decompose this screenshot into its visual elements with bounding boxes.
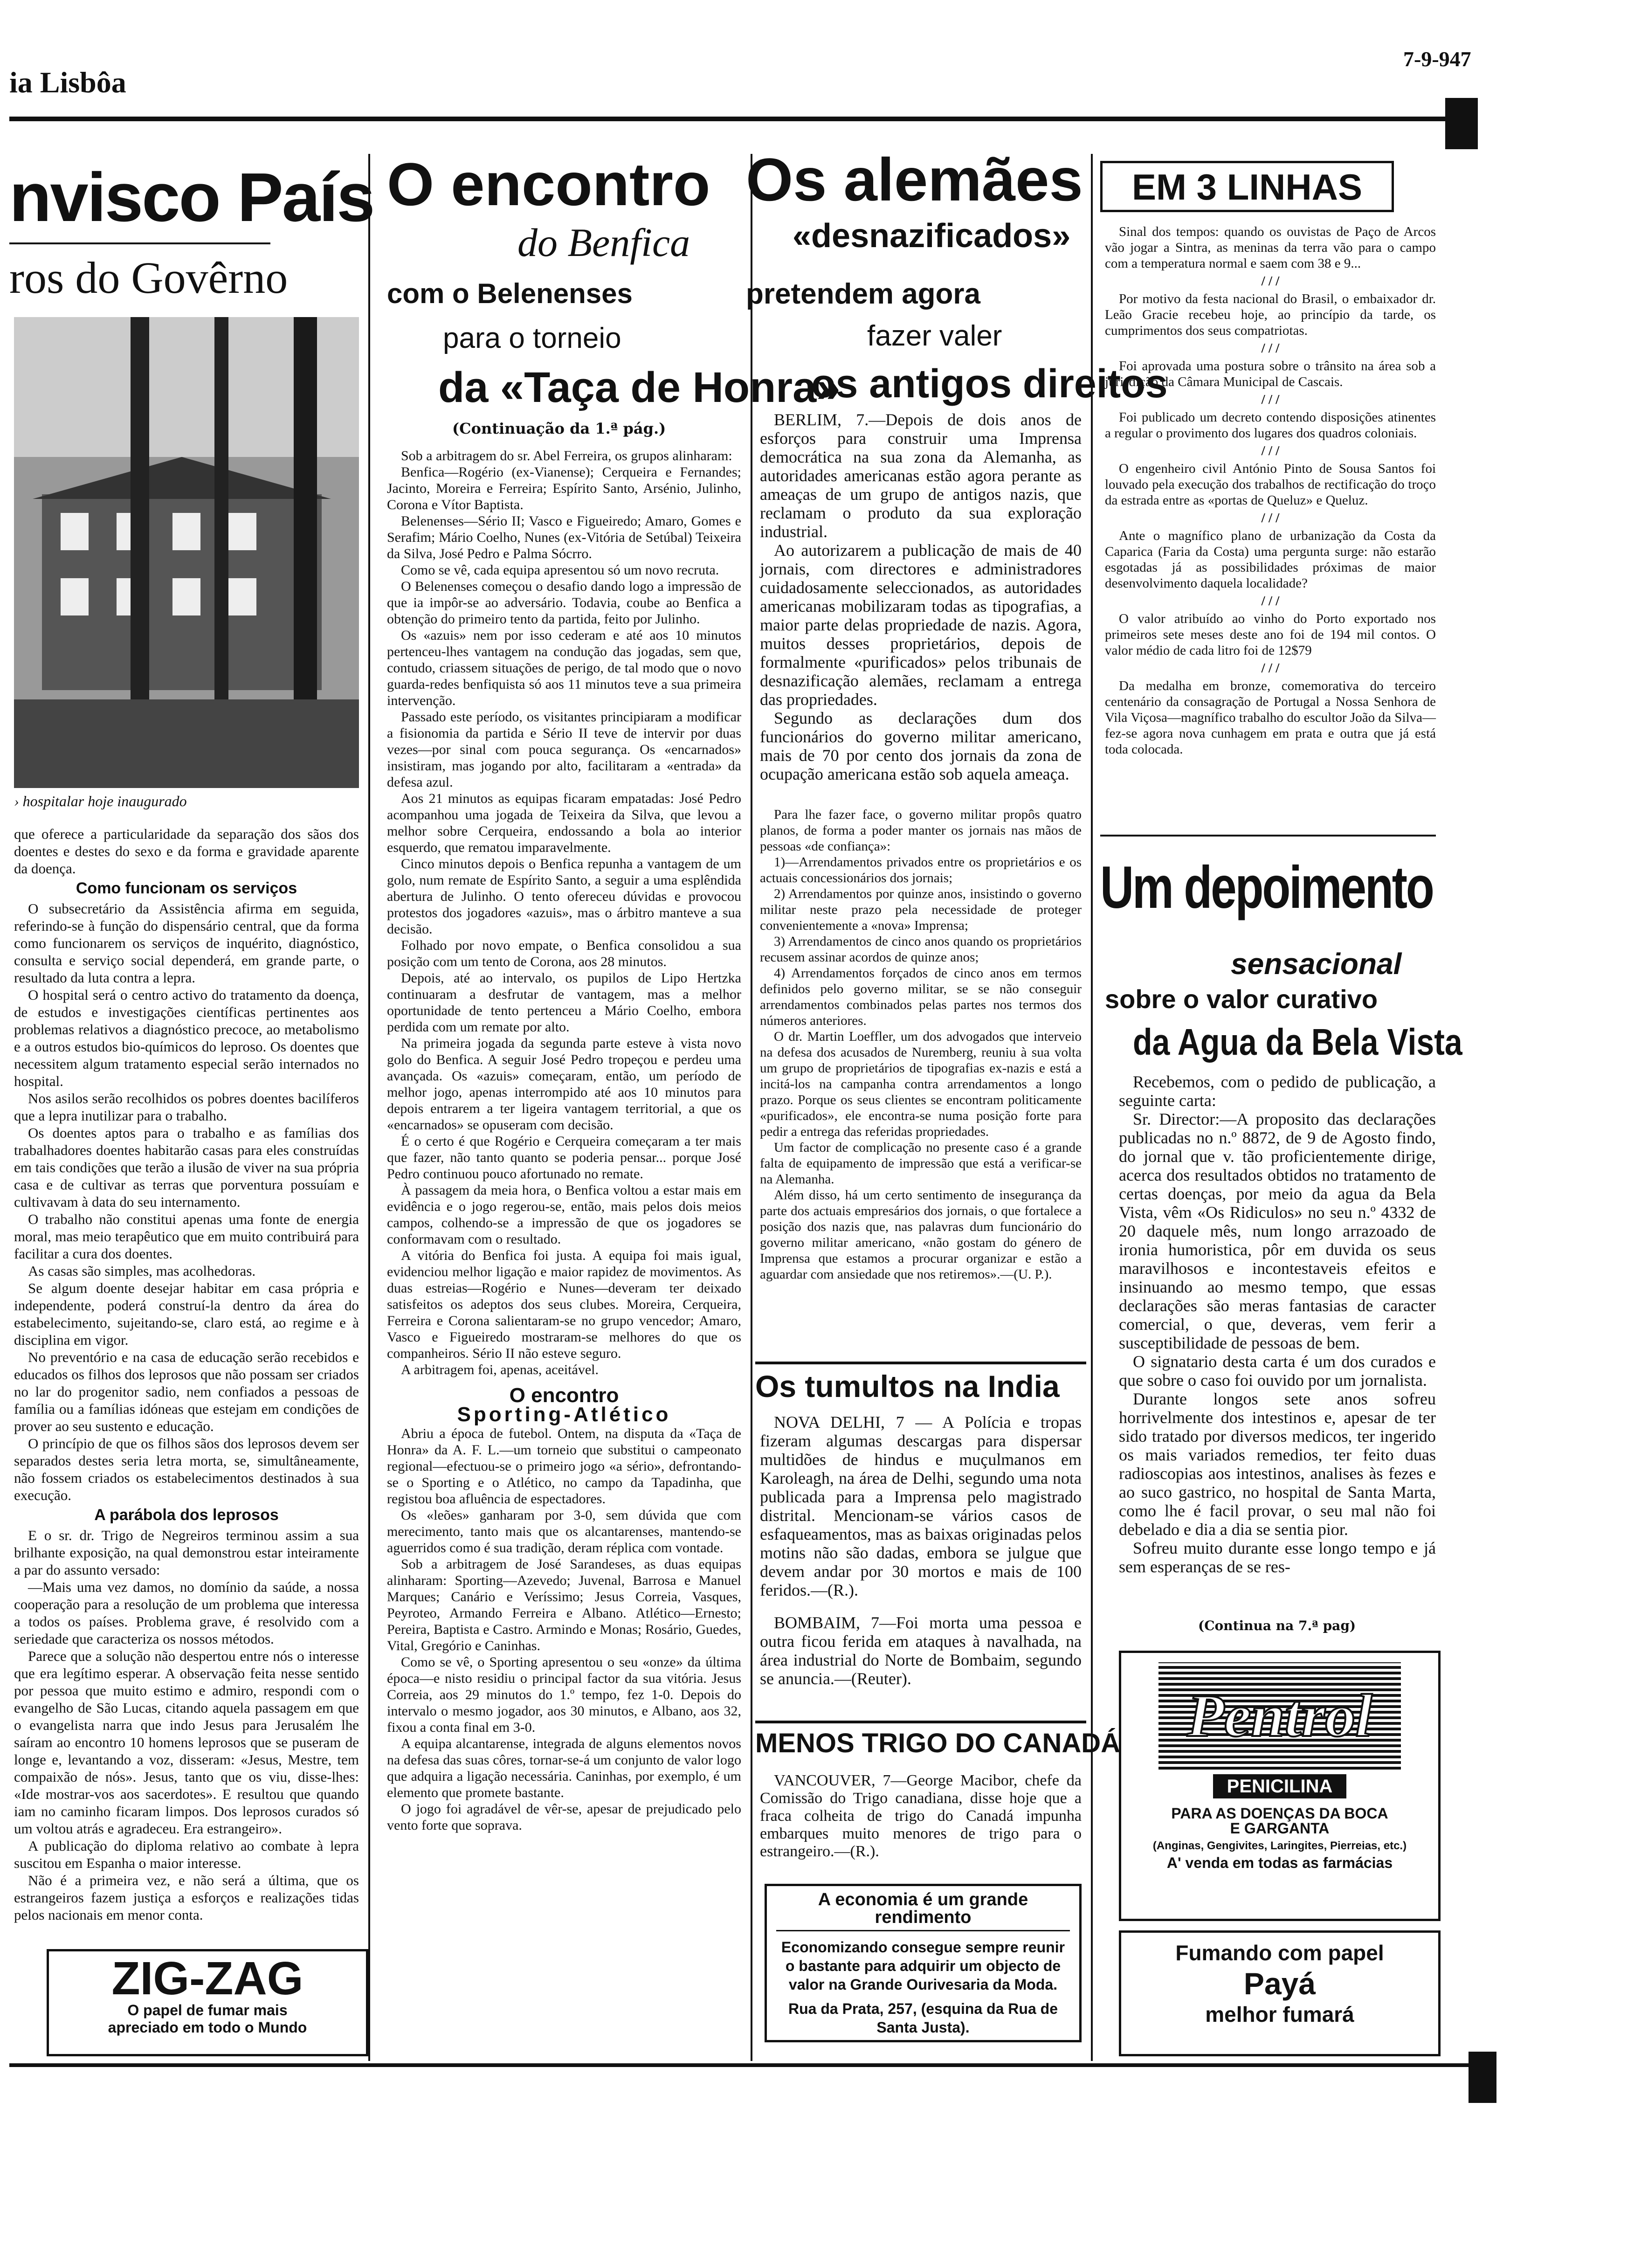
pentrol-ad [1119,1651,1441,1921]
col1-paragraph: As casas são simples, mas acolhedoras. [28,1263,256,1279]
col1-paragraph: que oferece a particularidade da separação dos sãos dos doentes e destes do sexo e da forma e gravidade aparente da doença. [14,826,359,877]
em3linhas-item: Sinal dos tempos: quando os ouvistas de Paço de Arcos vão jogar a Sintra, as meninas da terra vão para o campo com a temperatura normal e saem com 38 e 9... [1105,224,1436,271]
col2-paragraph: À passagem da meia hora, o Benfica voltou a estar mais em evidência e o jogo regerou-se, então, mais pelos dois meios campos, colhendo-se a impressão de que os jogadores se conformavam com o resultado. [387,1182,741,1247]
paya-ad [1119,1930,1441,2056]
col3-paragraph-small: 2) Arrendamentos por quinze anos, insistindo o governo militar neste prazo pela necessidade de proteger convenientemente a «nova» Imprensa; [760,886,1082,933]
col3-headline-5: os antigos direitos [811,361,1168,406]
pentrol-line-2: E GARGANTA [1230,1820,1330,1837]
right-margin-block-bottom [1469,2052,1496,2103]
column-rule-3 [1091,154,1093,2061]
col3-paragraph-small: Um factor de complicação no presente caso é a grande falta de equipamento de impressão que está a verificar-se na Alemanha. [760,1140,1082,1187]
col2-paragraph: A arbitragem foi, apenas, aceitável. [401,1362,599,1377]
ourivesaria-text: Economizando consegue sempre reunir o bastante para adquirir um objecto de valor na Grande Ourivesaria da Moda. [781,1939,1065,1993]
col2-headline-3: com o Belenenses [387,278,633,309]
india-headline: Os tumultos na India [755,1369,1060,1404]
col3-headline-4: fazer valer [867,320,1002,352]
item-separator: / / / [1261,392,1280,407]
col2-headline-2: do Benfica [517,220,690,265]
col1-paragraph: Os doentes aptos para o trabalho e as famílias dos trabalhadores doentes habitarão casas para eles construídas em tais condições que terão a ilusão de viver na sua própria casa e de cultivar as terras que porventura possuíam e cultivavam à data do seu internamento. [14,1125,359,1210]
col2-continuation: (Continuação da 1.ª pág.) [452,420,666,437]
em3linhas-bottom-rule [1100,835,1436,837]
hospital-photo [14,317,359,788]
india-body [760,1413,1082,1688]
zigzag-tagline-1: O papel de fumar mais [127,2002,288,2019]
em3linhas-header-box [1100,161,1394,212]
col2-paragraph: Abriu a época de futebol. Ontem, na disputa da «Taça de Honra» da A. F. L.—um torneio que substitui o campeonato regional—efectuou-se o primeiro jogo «a sério», defrontando-se o Sporting e o Atlético, no campo da Tapadinha, que registou boa afluência de espectadores. [387,1426,741,1507]
col1-paragraph: O subsecretário da Assistência afirma em seguida, referindo-se à função do dispensário central, que da forma como funcionarem os serviços de inquérito, diagnóstico, consulta e serviço social dependerá, em grande parte, o resultado da luta contra a lepra. [14,900,359,986]
col3-paragraph-small: 1)—Arrendamentos privados entre os proprietários e os actuais concessionários dos jornais; [760,855,1082,885]
pentrol-logo-panel [1158,1662,1401,1770]
col2-paragraph: A equipa alcantarense, integrada de alguns elementos novos na defesa das suas côres, tornar-se-á um conjunto de valor logo que adquira a ligação necessária. Caninhas, por exemplo, é um elemento que promete bastante. [387,1736,741,1800]
col2-paragraph: Folhado por novo empate, o Benfica consolidou a sua posição com um tento de Corona, aos 28 minutos. [387,938,741,969]
col2-paragraph: Os «azuis» nem por isso cederam e até aos 10 minutos pertenceu-lhes vantagem na condução das jogadas, sem que, contudo, criassem situações de perigo, de tal modo que o novo guarda-redes benfiquista só aos 11 minutos teve a sua primeira intervenção. [387,628,741,708]
pentrol-line-1: PARA AS DOENÇAS DA BOCA [1171,1805,1388,1822]
em3linhas-item: Por motivo da festa nacional do Brasil, o embaixador dr. Leão Gracie recebeu hoje, ao princípio da tarde, os cumprimentos dos seus compatriotas. [1105,291,1436,338]
col3-paragraph-small: Para lhe fazer face, o governo militar propôs quatro planos, de forma a poder manter os jornais nas mãos de pessoas «de confiança»: [760,807,1082,854]
col1-paragraph: O trabalho não constitui apenas uma fonte de energia moral, mas meio terapêutico que em muito contribuirá para facilitar a cura dos doentes. [14,1211,359,1262]
col1-subhead-1: Como funcionam os serviços [76,879,297,897]
col1-paragraph: Parece que a solução não despertou entre nós o interesse que era legítimo esperar. A observação feita nesse sentido por pessoa que muito estimo e admiro, respondi com o evangelho de São Lucas, citando aquela passagem em que o evangelista narra que indo Jesus para Jerusalém lhe saíram ao encontro 10 homens leprosos que se puseram de longe e, levantando a voz, disseram: «Jesus, Mestre, tem compaixão de nós». Jesus, tanto que os viu, disse-lhes: «Ide mostrar-vos aos sacerdotes». E resultou que quando iam no caminho ficaram limpos. Dos leprosos curados só um voltou atrás e agradeceu. Era estrangeiro». [14,1648,359,1837]
pentrol-product: PENICILINA [1213,1774,1347,1798]
depoimento-continuation: (Continua na 7.ª pag) [1198,1618,1356,1633]
col3-paragraph-small: Além disso, há um certo sentimento de insegurança da parte dos actuais empresários dos jornais, o que fortalece a posição dos nazis que, nas palavras dum funcionário do governo militar americano, «não gostam do género de Imprensa que estamos a procurar organizar e estão a aguardar com ansiedade que nos retiremos».—(U. P.). [760,1188,1082,1282]
col1-subhead-2: A parábola dos leprosos [94,1506,279,1524]
col1-paragraph: O princípio de que os filhos sãos dos leprosos devem ser separados destes seria letra morta, se, simultâneamente, não fossem criados os estabelecimentos destinados à sua execução. [14,1435,359,1503]
india-paragraph: NOVA DELHI, 7 — A Polícia e tropas fizeram algumas descargas para dispersar multidões de hindus e muçulmanos em Karoleagh, na área de Delhi, segundo uma nota publicada para a Imprensa pelo magistrado distrital. Mencionam-se vários casos de esfaqueamentos, mas as baixas originadas pelos motins não são dadas, embora se julgue que devem andar por 30 mortos e mais de 100 feridos.—(R.). [760,1413,1082,1599]
col3-headline-1: Os alemães [746,145,1083,214]
depoimento-headline-2: sensacional [1231,947,1402,981]
zigzag-tagline-2: apreciado em todo o Mundo [108,2019,307,2036]
col1-paragraph: —Mais uma vez damos, no domínio da saúde, a nossa cooperação para a resolução de um problema que interessa a todos os países. Problema grave, é resolvido com a seriedade que caracteriza os nossos métodos. [14,1579,359,1647]
col1-paragraph: A publicação do diploma relativo ao combate à lepra suscitou em Espanha o maior interesse. [14,1838,359,1871]
col2-paragraph: Benfica—Rogério (ex-Vianense); Cerqueira e Fernandes; Jacinto, Moreira e Ferreira; Espírito Santo, Arsénio, Julinho, Corona e Vítor Baptista. [387,464,741,512]
depoimento-paragraph: O signatario desta carta é um dos curados e que sobre o caso foi ouvido por um jornalista. [1119,1352,1436,1390]
col2-subhead-1: O encontro [509,1384,619,1407]
col2-headline-1: O encontro [387,150,710,218]
col3-paragraph: Segundo as declarações dum dos funcionários do governo militar americano, mais de 70 por cento dos jornais da zona de ocupação americana estão sob aquela ameaça. [760,709,1082,783]
item-separator: / / / [1261,511,1280,526]
pentrol-line-3: (Anginas, Gengivites, Laringites, Pierreias, etc.) [1152,1839,1407,1852]
col2-paragraph: Belenenses—Sério II; Vasco e Figueiredo; Amaro, Gomes e Serafim; Mário Coelho, Nunes (ex-Vitória de Setúbal) Teixeira da Silva, José Pedro e Palma Sócrro. [387,513,741,561]
depoimento-paragraph: Sr. Director:—A proposito das declarações publicadas no n.º 8872, de 9 de Agosto findo, do jornal que v. tão proficientemente dirige, acerca dos resultados obtidos no tratamento de certas doenças, por meio da agua da Bela Vista, vêm «Os Ridiculos» no seu n.º 4332 de 20 daquele mês, num longo arrazoado de ironia humoristica, pôr em duvida os seus maravilhosos e incontestaveis efeitos e insinuando ao mesmo tempo, que essas declarações são meras fantasias de caracter comercial, o que, deveras, vem ferir a susceptibilidade de pessoas de bem. [1119,1110,1436,1352]
col2-subhead-2: Sporting-Atlético [457,1403,671,1426]
pentrol-line-4: A' venda em todas as farmácias [1166,1854,1393,1871]
col3-headline-3: pretendem agora [746,278,981,310]
col3-body [760,410,1082,783]
col2-paragraph: O Belenenses começou o desafio dando logo a impressão de que ia impôr-se ao adversário. Todavia, coube ao Benfica a obtenção do primeiro tento da partida, feito por Julinho. [387,579,741,627]
india-top-rule [755,1362,1086,1364]
right-margin-block-top [1445,98,1478,149]
col1-headline: nvisco País [9,159,374,236]
item-separator: / / / [1261,341,1280,356]
em3linhas-item: O engenheiro civil António Pinto de Sousa Santos foi louvado pela execução dos trabalhos de rectificação do troço da estrada entre as «portas de Queluz» e Queluz. [1105,461,1436,508]
item-separator: / / / [1261,594,1280,608]
col2-paragraph: É o certo é que Rogério e Cerqueira começaram a ter mais que fazer, não tanto quanto se poderia pensar... porque José Pedro continuou pouco afortunado no remate. [387,1134,741,1182]
em3linhas-item: O valor atribuído ao vinho do Porto exportado nos primeiros sete meses deste ano foi de 194 mil contos. O valor médio de cada litro foi de 12$79 [1105,611,1436,658]
col2-headline-4: para o torneio [443,322,621,354]
col2-paragraph: Cinco minutos depois o Benfica repunha a vantagem de um golo, num remate de Espírito Santo, a seguir a uma esplêndida abertura de Julinho. O tento ofereceu dúvidas e provocou protestos dos jogadores «azuis», mas o árbitro manteve a sua decisão. [387,856,741,937]
em3linhas-list [1105,224,1436,757]
depoimento-body [1119,1072,1436,1576]
col3-paragraph: BERLIM, 7.—Depois de dois anos de esforços para construir uma Imprensa democrática na sua zona da Alemanha, as autoridades americanas estão agora perante as ameaças de um grupo de antigos nazis, que reclamam o produto da sua exploração industrial. [760,410,1082,541]
ourivesaria-title: A economia é um grande rendimento [776,1891,1070,1931]
em3linhas-item: Ante o magnífico plano de urbanização da Costa da Caparica (Faria da Costa) uma pergunta surge: não estarão esgotadas já as possibilidades próximas de maior desenvolvimento daquela localidade? [1105,528,1436,591]
col2-headline-5: da «Taça de Honra» [438,364,841,411]
canada-body [760,1772,1082,1860]
zigzag-ad [47,1949,368,2056]
col3-headline-2: «desnazificados» [793,217,1071,255]
zigzag-brand: ZIG-ZAG [111,1952,303,2005]
bottom-rule [9,2063,1473,2067]
col1-subheadline: ros do Govêrno [9,253,288,303]
col1-paragraph: O hospital será o centro activo do tratamento da doença, de estudos e investigações científicas pertinentes aos problemas relativos a diagnóstico precoce, ao metabolismo e a outros estudos bio-químicos do leproso. Os doentes que necessitem algum tratamento especial serão internados no hospital. [14,987,359,1089]
col3-body-small [760,807,1082,1282]
em3linhas-item: Foi aprovada uma postura sobre o trânsito na área sob a jurisdição da Câmara Municipal de Cascais. [1105,359,1436,389]
depoimento-headline-3: sobre o valor curativo [1105,984,1378,1014]
col1-paragraph: Não é a primeira vez, e não será a última, que os estrangeiros fazem justiça a esforços e realizações tidas pelos nacionais em menor conta. [14,1872,359,1923]
col2-paragraph: Aos 21 minutos as equipas ficaram empatadas: José Pedro acompanhou uma jogada de Teixeira da Silva, que levou a melhor sobre Cerqueira, endossando a bola ao interior esquerdo, que rematou imparavelmente. [387,791,741,855]
depoimento-paragraph: Sofreu muito durante esse longo tempo e já sem esperanças de se res- [1119,1539,1436,1576]
col3-paragraph: Ao autorizarem a publicação de mais de 40 jornais, com directores e administradores cuidadosamente seleccionados, as autoridades americanas mobilizaram todas as tipografias, a maior parte delas propriedade de nazis. Agora, muitos desses proprietários, depois de formalmente «purificados» pelos tribunais de desnazificação alemães, reclamam a entrega das propriedades. [760,541,1082,709]
depoimento-headline-4: da Agua da Bela Vista [1133,1021,1462,1063]
em3linhas-header: EM 3 LINHAS [1131,166,1363,207]
col2-paragraph: A vitória do Benfica foi justa. A equipa foi mais igual, evidenciou melhor ligação e maior rapidez de movimentos. As duas estreias—Rogério e Nunes—deveram ter deixado satisfeitos os adeptos dos seus clubes. Moreira, Cerqueira, Ferreira e Corona salientaram-se no grupo vencedor; Amaro, Vasco e Figueiredo mostraram-se melhores do que os companheiros. Sério II não esteve seguro. [387,1248,741,1361]
depoimento-headline-1: Um depoimento [1100,854,1433,921]
column-rule-1 [368,154,370,2061]
depoimento-paragraph: Durante longos sete anos sofreu horrivelmente dos intestinos e, apesar de ter sido tratado por diversos medicos, ter ingerido os mais variados remedios, ter feito duas radioscopias aos intestinos, analises às fezes e ao suco gastrico, no hospital de Santa Marta, como lhe é facil provar, o seu mal não foi debelado e dia a dia se sentia pior. [1119,1390,1436,1539]
col3-paragraph-small: 3) Arrendamentos de cinco anos quando os proprietários recusem assinar acordos de quinze anos; [760,934,1082,965]
canada-headline: MENOS TRIGO DO CANADÁ [755,1728,1120,1758]
col1-paragraph: E o sr. dr. Trigo de Negreiros terminou assim a sua brilhante exposição, na qual demonstrou estar inteiramente a par do assunto versado: [14,1527,359,1578]
col2-paragraph: Sob a arbitragem do sr. Abel Ferreira, os grupos alinharam: [401,448,732,463]
col2-body [387,448,741,1833]
paya-brand: Payá [1243,1966,1316,2001]
col3-paragraph-small: 4) Arrendamentos forçados de cinco anos em termos definidos pelo governo militar, se se não conseguir arrendamentos combinados pelas partes nos termos dos números anteriores. [760,966,1082,1028]
col1-paragraph: Nos asilos serão recolhidos os pobres doentes bacilíferos que a lepra inutilizar para o trabalho. [14,1090,359,1124]
hospital-photo-illustration [14,317,359,788]
ourivesaria-ad [765,1884,1082,2042]
masthead-rule [9,117,1469,121]
col2-paragraph: Os «leões» ganharam por 3-0, sem dúvida que com merecimento, tanto mais que os alcantarenses, mantendo-se aguerridos como é sua tradição, deram réplica com vontade. [387,1507,741,1556]
col2-paragraph: Sob a arbitragem de José Sarandeses, as duas equipas alinharam: Sporting—Azevedo; Juvenal, Barrosa e Manuel Marques; Canário e Veríssimo; Jesus Correia, Vasques, Peyroteo, Armando Ferreira e Albano. Atlético—Ernesto; Pereira, Baptista e Castro. Armindo e Monas; Rosário, Guedes, Vital, Gregório e Caninhas. [387,1556,741,1653]
em3linhas-item: Da medalha em bronze, comemorativa do terceiro centenário da consagração de Portugal a Nossa Senhora de Vila Viçosa—magnífico trabalho do escultor João da Silva—fez-se agora nova cunhagem em prata e outra que já está toda colocada. [1105,678,1436,757]
item-separator: / / / [1261,443,1280,458]
col2-paragraph: Passado este período, os visitantes principiaram a modificar a fisionomia da partida e Sério II teve de intervir por duas vezes—por sinal com pouca segurança. Os «encarnados» insistiram, mas jogando por alto, facilitaram a «entrada» da defesa azul. [387,709,741,790]
col2-paragraph: O jogo foi agradável de vêr-se, apesar de prejudicado pelo vento forte que soprava. [387,1801,741,1833]
item-separator: / / / [1261,661,1280,676]
india-paragraph: BOMBAIM, 7—Foi morta uma pessoa e outra ficou ferida em ataques à navalhada, na área industrial do Norte de Bombaim, segundo se anuncia.—(Reuter). [760,1613,1082,1688]
paya-line-2: melhor fumará [1205,2002,1354,2026]
column-rule-2 [751,154,752,2061]
col1-paragraph: Se algum doente desejar habitar em casa própria e independente, poderá construí-la dentro da área do estabelecimento, sujeitando-se, claro está, ao regime e à disciplina em vigor. [14,1280,359,1348]
canada-paragraph: VANCOUVER, 7—George Macibor, chefe da Comissão do Trigo canadiana, disse hoje que a fraca colheita de trigo do Canadá impunha embarques muito menores de trigo para o estrangeiro.—(R.). [760,1772,1082,1860]
col2-paragraph: Na primeira jogada da segunda parte esteve à vista novo golo do Benfica. A seguir José Pedro tropeçou e perdeu uma avançada. Os «azuis» começaram, então, um período de melhor jogo, apenas interrompido até aos 10 minutos para depois entrarem a ter ligeira vantagem territorial, a que os «encarnados» se opuseram com decisão. [387,1036,741,1133]
col2-paragraph: Como se vê, o Sporting apresentou o seu «onze» da última época—e nisto residiu o principal factor da sua vitória. Jesus Correia, aos 29 minutos do 1.º tempo, fez 1-0. Depois do intervalo o mesmo jogador, aos 30 minutos, e Albano, aos 32, fixou a conta final em 3-0. [387,1654,741,1735]
col1-paragraph: No preventório e na casa de educação serão recebidos e educados os filhos dos leprosos que não possam ser criados no lar do progenitor sadio, nem confiados a pessoas de família ou a famílias idóneas que estejam em condições de prover ao seu sustento e educação. [14,1349,359,1434]
em3linhas-item: Foi publicado um decreto contendo disposições atinentes a regular o provimento dos lugares dos quadros coloniais. [1105,410,1436,441]
col1-body [14,825,359,1923]
col2-paragraph: Depois, até ao intervalo, os pupilos de Lipo Hertzka continuaram a desfrutar de vantagem, mas a melhor oportunidade de tento pertenceu a Mário Coelho, embora perdida com um remate por alto. [387,970,741,1035]
col1-headline-rule [9,242,270,244]
item-separator: / / / [1261,274,1280,289]
ourivesaria-address: Rua da Prata, 257, (esquina da Rua de Santa Justa). [788,2000,1058,2036]
masthead-title: ia Lisbôa [9,66,126,99]
masthead-date: 7-9-947 [1403,47,1471,71]
col3-paragraph-small: O dr. Martin Loeffler, um dos advogados que interveio na defesa dos acusados de Nuremberg, reuniu à sua volta um grupo de proprietários de tipografias ex-nazis e está a incitá-los na campanha contra arrendamentos a longo prazo. Porque os seus clientes se encontram politicamente «purificados», ele encontra-se numa posição forte para pedir a entrega das referidas propriedades. [760,1029,1082,1139]
photo-caption: › hospitalar hoje inaugurado [14,793,187,809]
depoimento-paragraph: Recebemos, com o pedido de publicação, a seguinte carta: [1119,1072,1436,1110]
col2-paragraph: Como se vê, cada equipa apresentou só um novo recruta. [401,562,719,578]
pentrol-brand: Pentrol [1187,1682,1372,1749]
canada-top-rule [755,1721,1086,1723]
paya-line-1: Fumando com papel [1175,1941,1384,1965]
